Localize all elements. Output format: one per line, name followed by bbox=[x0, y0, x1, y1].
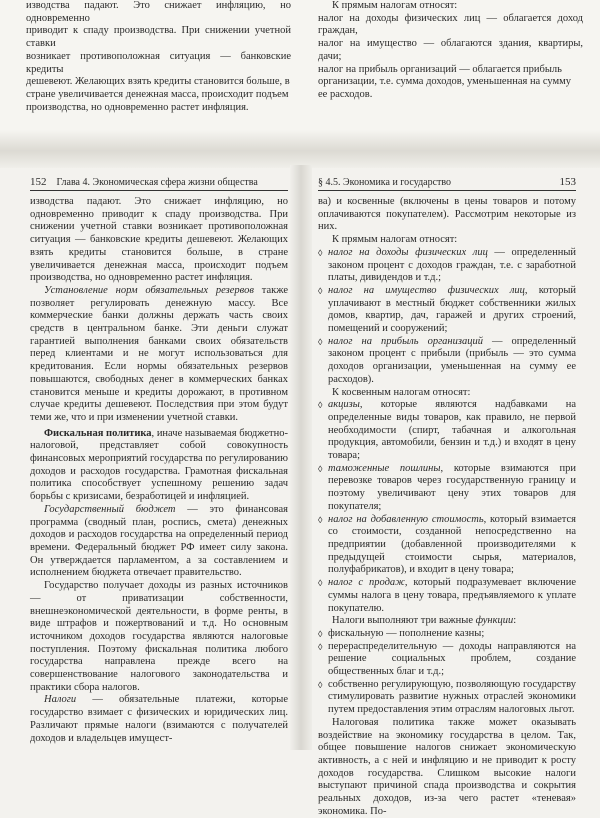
text-line: налог на прибыль организаций — облагается прибыль bbox=[318, 63, 562, 75]
book-gutter bbox=[290, 165, 312, 750]
paragraph: ва) и косвенные (включены в цены товаров и потому оплачиваются покупателем). Рассмотрим некоторые из них. bbox=[318, 196, 576, 233]
text-line: стране увеличивается денежная масса, происходит подъем bbox=[26, 88, 289, 100]
paragraph: изводства падают. Это снижает инфляцию, но одновременно приводит к спаду производства. При снижении учетной ставки возникает противоположная ситуация — банковские кредиты дешевеют. Желающих взять кредиты становится больше, в стране увеличивается денежная масса, происходит подъем производства, но одновременно растет инфляция. bbox=[30, 196, 288, 284]
previous-spread-right-text bbox=[318, 0, 583, 102]
paragraph: Фискальная политика, иначе называемая бюджетно-налоговой, представляет собой совокупность финансовых мероприятий государства по регулированию доходов и расходов государства. Грамотная фискальная политика способствует успешному решению задач борьбы с кризисами, безработицей и инфляцией. bbox=[30, 427, 288, 503]
list-item: ◊ перераспределительную — доходы направляются на решение социальных проблем, создание общественных благ и т.д.; bbox=[318, 640, 576, 678]
diamond-bullet-icon: ◊ bbox=[318, 514, 323, 525]
paragraph: Налоговая политика также может оказывать воздействие на экономику государства в целом. Так, общее повышение налогов снижает экономическую активность, а с ней и инфляцию и не приводит к росту доходов государства. Слишком высокие налоги выступают причиной спада производства и сокрытия реальных доходов, из-за чего растет «теневая» экономика. По- bbox=[318, 716, 576, 817]
list-item: ◊ таможенные пошлины, которые взимаются при перевозке товаров через государственную границу и поэтому увеличивают цену этих товаров для покупателя; bbox=[318, 462, 576, 512]
term: функции bbox=[475, 615, 514, 627]
text-line: производства, но одновременно растет инфляция. bbox=[26, 101, 249, 113]
page-number: 153 bbox=[559, 176, 576, 188]
text-line: возникает противоположная ситуация — банковские кредиты bbox=[26, 50, 291, 75]
left-page bbox=[30, 176, 288, 745]
paragraph: Налоги — обязательные платежи, которые государство взимает с физических и юридических лиц. Различают прямые налоги (взимаются с получателей доходов и владельцев имущест- bbox=[30, 694, 288, 744]
list-item: ◊ налог на доходы физических лиц — определенный законом процент с доходов граждан, т.е. с заработной платы, дивидендов и т.д.; bbox=[318, 246, 576, 284]
list-item: ◊ акцизы, которые являются надбавками на определенные виды товаров, как правило, не первой необходимости (спирт, табачная и алкогольная продукция, автомобили, бензин и т.д.) и входят в цену товара; bbox=[318, 399, 576, 462]
diamond-bullet-icon: ◊ bbox=[318, 463, 323, 474]
term: Государственный бюджет bbox=[44, 503, 176, 515]
text-line: налог на доходы физических лиц — облагается доход граждан, bbox=[318, 12, 583, 37]
list-item: ◊ налог с продаж, который подразумевает включение суммы налога в цену товара, предъявляемого к уплате покупателю. bbox=[318, 577, 576, 614]
list-item: ◊ собственно регулирующую, позволяющую государству стимулировать развитие нужных отраслей экономики путем предоставления этим отраслям налоговых льгот. bbox=[318, 678, 576, 716]
running-title: Глава 4. Экономическая сфера жизни общества bbox=[56, 177, 258, 188]
paragraph: Государство получает доходы из разных источников — от приватизации собственности, внешнеэкономической деятельности, в форме ренты, в виде штрафов и пожертвований и т.д. Но основным источником доходов государства являются налоговые поступления. Поэтому фискальная политика любого государства направлена прежде всего на совершенствование налогового законодательства и практики сбора налогов. bbox=[30, 580, 288, 693]
text-line: изводства падают. Это снижает инфляцию, но одновременно bbox=[26, 0, 291, 24]
term: Установление норм обязательных резервов bbox=[44, 284, 254, 296]
running-header-left bbox=[30, 176, 288, 191]
text-line: приводит к спаду производства. При снижении учетной ставки bbox=[26, 25, 291, 50]
text-line: К прямым налогам относят: bbox=[332, 0, 458, 11]
paragraph: К косвенным налогам относят: bbox=[332, 386, 471, 398]
right-page bbox=[318, 176, 576, 818]
term: Налоги bbox=[44, 694, 77, 706]
previous-spread-left-text bbox=[26, 0, 291, 114]
list-item: ◊ налог на имущество физических лиц, который уплачивают в местный бюджет собственники жилых домов, квартир, дач, гаражей и других строений, помещений и сооружений; bbox=[318, 284, 576, 335]
diamond-bullet-icon: ◊ bbox=[318, 578, 323, 589]
running-title: § 4.5. Экономика и государство bbox=[318, 177, 452, 188]
list-item: ◊ налог на прибыль организаций — определенный законом процент с прибыли (прибыль — это сумма доходов организации, уменьшенная на сумму ее расходов). bbox=[318, 335, 576, 385]
diamond-bullet-icon: ◊ bbox=[318, 628, 323, 639]
page-number: 152 bbox=[30, 176, 47, 188]
list-item: ◊ налог на добавленную стоимость, который взимается со стоимости, созданной непосредственно на предприятии (добавленной производителями к предыдущей стоимости сырья, материалов, полуфабрикатов), и входит в цену товара; bbox=[318, 513, 576, 576]
diamond-bullet-icon: ◊ bbox=[318, 400, 323, 411]
paragraph: Налоги выполняют три важные функции: bbox=[332, 615, 517, 627]
diamond-bullet-icon: ◊ bbox=[318, 336, 323, 347]
paragraph: К прямым налогам относят: bbox=[332, 234, 458, 246]
text-line: дешевеют. Желающих взять кредиты становится больше, в bbox=[26, 76, 290, 88]
text-line: организации, т.е. сумма доходов, уменьшенная на сумму bbox=[318, 76, 572, 88]
running-header-right bbox=[318, 176, 576, 191]
paragraph: Государственный бюджет — это финансовая программа (сводный план, роспись, смета) денежных доходов и расходов государства на определенный период времени. Федеральный бюджет РФ имеет силу закона. Он утверждается парламентом, а за составлением и исполнением бюджета отвечает правительство. bbox=[30, 503, 288, 579]
diamond-bullet-icon: ◊ bbox=[318, 247, 323, 258]
term: Фискальная политика bbox=[44, 427, 152, 439]
page-fold-shadow bbox=[0, 130, 600, 168]
text-line: ее расходов. bbox=[318, 88, 373, 100]
paragraph: Установление норм обязательных резервов также позволяет регулировать денежную массу. Все коммерческие банки должны держать часть своих средств в центральном банке. Эти деньги служат гарантией выполнения банками своих обязательств перед клиентами и не могут использоваться для кредитования. Если нормы обязательных резервов повышаются, свободных денег в коммерческих банках становится меньше и кредиты дорожают, в противном случае кредиты дешевеют. Последствия при этом будут теми же, что и при изменении учетной ставки. bbox=[30, 284, 288, 423]
diamond-bullet-icon: ◊ bbox=[318, 641, 323, 652]
diamond-bullet-icon: ◊ bbox=[318, 679, 323, 690]
text-line: налог на имущество — облагаются здания, квартиры, дачи; bbox=[318, 38, 583, 62]
list-item: ◊ фискальную — пополнение казны; bbox=[318, 627, 485, 639]
diamond-bullet-icon: ◊ bbox=[318, 285, 323, 296]
